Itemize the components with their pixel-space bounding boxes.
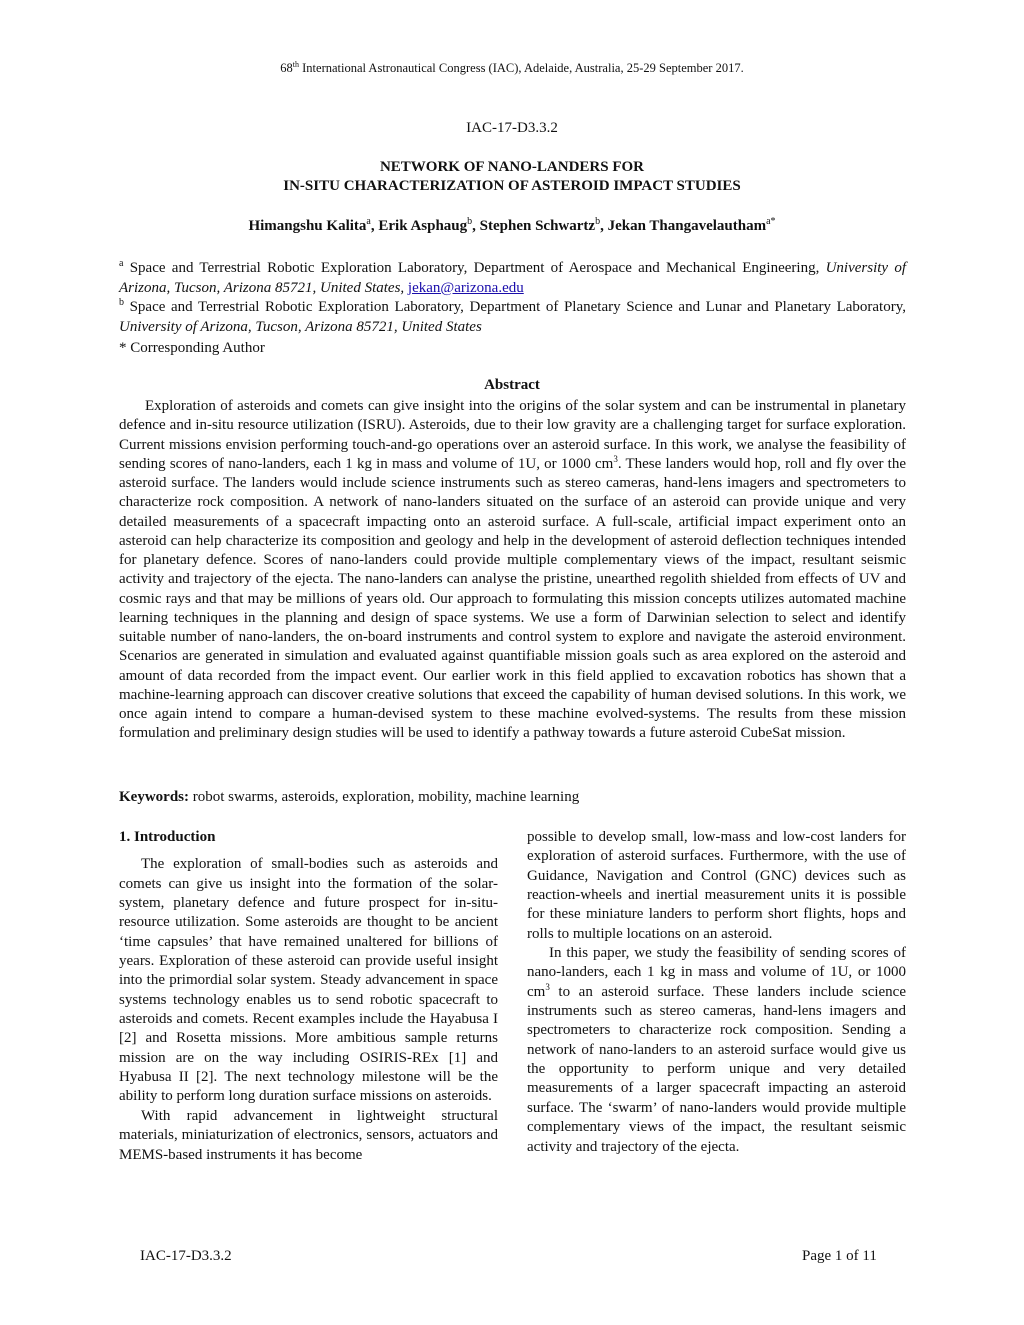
title-line-2: IN-SITU CHARACTERIZATION OF ASTEROID IMPACT STUDIES (283, 178, 741, 194)
author-name: Stephen Schwartz (479, 218, 596, 234)
title-line-1: NETWORK OF NANO-LANDERS FOR (379, 159, 645, 175)
email-link[interactable]: jekan@arizona.edu (407, 279, 524, 296)
column-left (119, 828, 498, 1165)
intro-paragraph-2: With rapid advancement in lightweight structural materials, miniaturization of electronics, sensors, actuators and MEMS-based instruments it has become (119, 1107, 498, 1163)
keywords-text: robot swarms, asteroids, exploration, mobility, machine learning (189, 789, 580, 805)
intro-paragraph-2-continued: possible to develop small, low-mass and low-cost landers for exploration of asteroid surfaces. Furthermore, with the use of Guidance, Navigation and Control (GNC) devices such as reaction-wheels and inertial measurement units it is possible for these miniature landers to perform short flights, hops and rolls to multiple locations on an asteroid. (527, 829, 906, 942)
corresponding-author-note: * Corresponding Author (119, 340, 265, 356)
author-affil-mark: b (467, 216, 473, 227)
abstract-body: Exploration of asteroids and comets can give insight into the origins of the solar system and can be instrumental in planetary defence and in-situ resource utilization (ISRU). Asteroids, due to their low gravity are a challenging target for surface exploration. Current missions envision performing touch-and-go operations over an asteroid surface. In this work, we analyse the feasibility of sending scores of nano-landers, each 1 kg in mass and volume of 1U, or 1000 $cm^3$. These landers would hop, roll and fly over the asteroid surface. The landers would include science instruments such as stereo cameras, hand-lens imagers and spectrometers to characterize rock composition. A network of nano-landers situated on the surface of an asteroid can provide unique and very detailed measurements of a spacecraft impacting onto an asteroid surface. A full-scale, artificial impact experiment onto an asteroid can help characterize its composition and geology and help in the development of asteroid deflection techniques intended for planetary defence. Scores of nano-landers could provide multiple complementary views of the impact, resultant seismic activity and trajectory of the ejecta. The nano-landers can analyse the pristine, unearthed regolith shielded from effects of UV and cosmic rays and that may be millions of years old. Our approach to formulating this mission concepts utilizes automated machine learning techniques in the planning and design of space systems. We use a form of Darwinian selection to select and identify suitable number of nano-landers, the on-board instruments and control system to explore and navigate the asteroid environment. Scenarios are generated in simulation and evaluated against quantifiable mission goals such as area explored on the asteroid and amount of data recorded from the impact event. Our earlier work in this field applied to excavation robotics has shown that a machine-learning approach can discover creative solutions that exceed the capability of human devised solutions. In this work, we once again intend to compare a human-devised system to these machine evolved-systems. The results from these mission formulation and preliminary design studies will be used to identify a pathway towards a future asteroid CubeSat mission. (119, 398, 906, 742)
abstract-heading: Abstract (484, 377, 540, 393)
paper-title (0, 158, 1024, 196)
intro-paragraph-3: In this paper, we study the feasibility of sending scores of nano-landers, each 1 kg in mass and volume of 1U, or 1000 $cm^3$ to an asteroid surface. These landers include science instruments such as stereo cameras, hand-lens imagers and spectrometers to characterize rock composition. Sending a network of nano-landers to an asteroid surface would give us the opportunity to perform unique and very detailed measurements of a larger spacecraft impacting an asteroid surface. The ‘swarm’ of nano-landers would provide multiple complementary views of the impact, the resultant seismic activity and trajectory of the ejecta. (527, 945, 906, 1155)
keywords (119, 789, 579, 806)
running-header: 68th International Astronautical Congress (IAC), Adelaide, Australia, 25-29 September 2017. (280, 60, 744, 76)
keywords-label: Keywords: (119, 789, 189, 805)
author-name: Jekan Thangavelautham (607, 218, 767, 234)
section-heading: 1. Introduction (119, 829, 216, 845)
affiliation-a: $^a$ Space and Terrestrial Robotic Exploration Laboratory, Department of Aerospace and Mechanical Engineering, University of Arizona, Tucson, Arizona 85721, United States, jekan@arizona.edu (119, 258, 906, 296)
page-number: Page 1 of 11 (802, 1248, 877, 1264)
author-list: Himangshu Kalita$^a$, Erik Asphaug$^b$, Stephen Schwartz$^b$, Jekan Thangavelautham$^{a*}$ (248, 216, 776, 234)
intro-paragraph-1: The exploration of small-bodies such as asteroids and comets can give us insight into the formation of the solar-system, planetary defence and future prospect for in-situ-resource utilization. Some asteroids are thought to be ancient ‘time capsules’ that have remained unaltered for billions of years. Exploration of these asteroid can provide useful insight into the primordial solar system. Steady advancement in space systems technology enables us to send robotic spacecraft to asteroids and comets. Recent examples include the Hayabusa I [2] and Rosetta missions. More ambitious sample returns mission are on the way including OSIRIS-REx [1] and Hyabusa II [2]. The next technology milestone will be the ability to perform long duration surface missions on asteroids. (119, 856, 498, 1105)
column-right (527, 828, 906, 1157)
author-name: Erik Asphaug (378, 218, 468, 234)
author-affil-mark: a (366, 216, 371, 227)
paper-id: IAC-17-D3.3.2 (466, 120, 558, 136)
author-name: Himangshu Kalita (248, 218, 367, 234)
author-affil-mark: b (595, 216, 601, 227)
affiliation-b: $^b$ Space and Terrestrial Robotic Exploration Laboratory, Department of Planetary Science and Lunar and Planetary Laboratory, University of Arizona, Tucson, Arizona 85721, United States (119, 297, 906, 335)
author-affil-mark: a* (766, 216, 776, 227)
footer-paper-id: IAC-17-D3.3.2 (140, 1248, 232, 1264)
